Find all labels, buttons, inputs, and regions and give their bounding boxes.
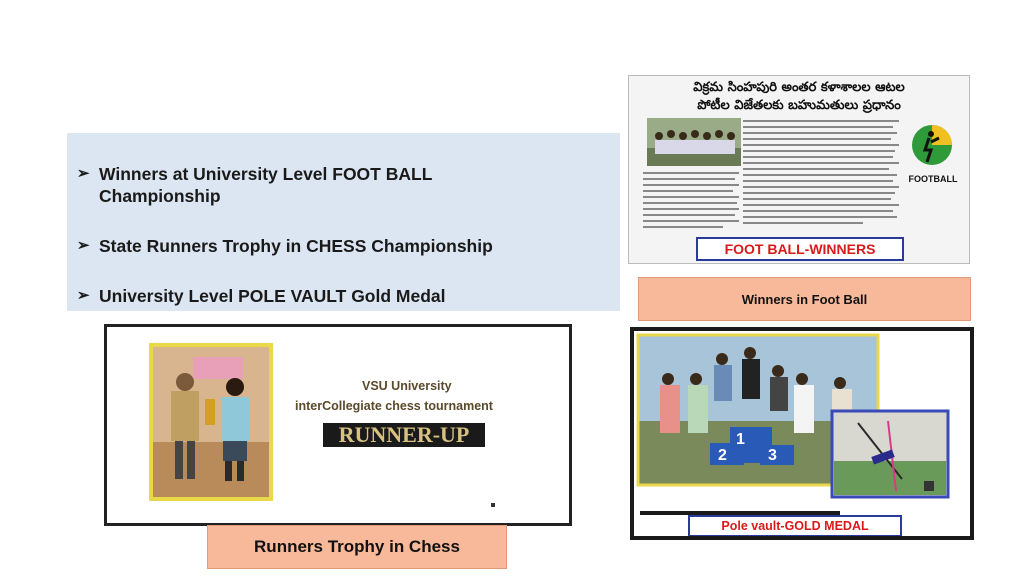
football-logo-text: FOOTBALL [908,174,958,184]
dot-mark [491,503,495,507]
newspaper-text-left [643,170,741,236]
chess-subtitle: interCollegiate chess tournament [295,399,493,413]
pole-vault-banner: Pole vault-GOLD MEDAL [688,515,902,537]
runner-up-banner: RUNNER-UP [323,423,485,447]
football-winners-banner: FOOT BALL-WINNERS [696,237,904,261]
team-photo [647,118,741,166]
bullet-text: State Runners Trophy in CHESS Championship [99,236,493,256]
trophy-photo [149,343,273,501]
chess-title: VSU University [362,379,452,393]
football-logo-icon [907,120,957,170]
newspaper-subheadline: పోటీల విజేతలకు బహుమతులు ప్రధానం [697,98,901,113]
arrow-bullet-icon: ➢ [77,165,90,182]
bullet-pole-vault [77,285,446,307]
bullet-text: University Level POLE VAULT Gold Medal [99,286,446,306]
bullet-text-continued: Championship [99,186,221,206]
achievements-panel [67,133,620,311]
pole-vault-image [630,327,974,540]
chess-runner-up-image [104,324,572,526]
bullet-football [77,163,432,207]
newspaper-text [743,118,903,236]
bullet-chess [77,235,493,257]
podium-number-first: 1 [736,431,745,448]
newspaper-headline: విక్రమ సింహపురి అంతర కళాశాలల ఆటల [693,80,905,95]
arrow-bullet-icon: ➢ [77,287,90,304]
chess-caption: Runners Trophy in Chess [207,525,507,569]
arrow-bullet-icon: ➢ [77,237,90,254]
football-newspaper-image [628,75,970,264]
podium-number-second: 2 [718,447,727,464]
bullet-text: Winners at University Level FOOT BALL [99,164,433,184]
podium-number-third: 3 [768,447,777,464]
football-caption: Winners in Foot Ball [638,277,971,321]
podium-photo [634,331,970,536]
